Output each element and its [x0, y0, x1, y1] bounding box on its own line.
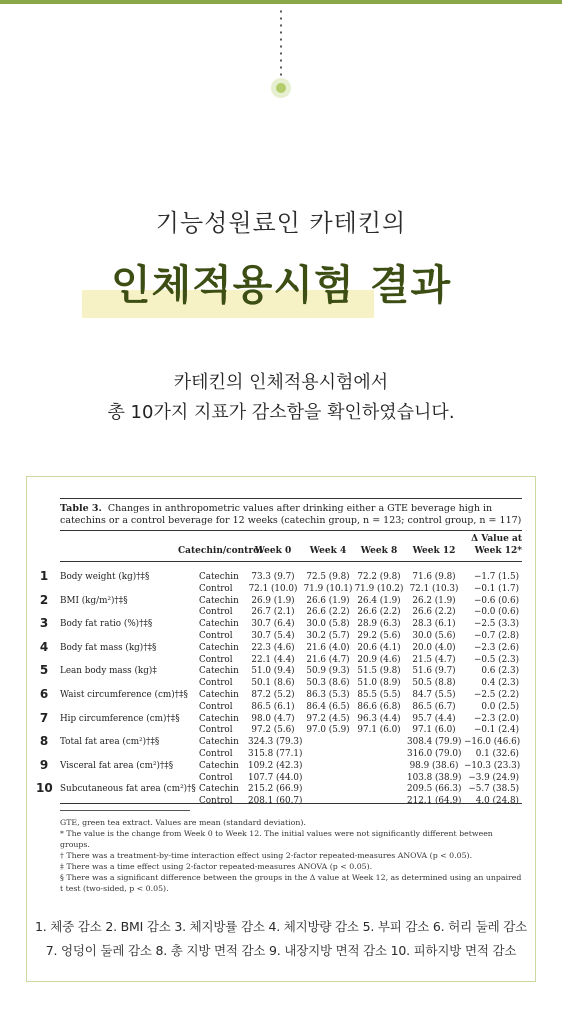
- table-cell: 51.0 (9.4): [251, 666, 295, 677]
- table-cell: Control: [199, 654, 233, 665]
- table-cell: −0.6 (0.6): [473, 595, 519, 606]
- col-header-delta-line1: Δ Value at: [471, 534, 522, 544]
- table-row: [36, 689, 526, 701]
- col-header-week8: Week 8: [360, 546, 398, 556]
- table-cell: Control: [199, 631, 233, 641]
- table-caption-text: Changes in anthropometric values after drinking either a GTE beverage high in catechins or a control beverage for 12 weeks (catechin group, n = 123; control group, n = 117): [60, 503, 522, 526]
- table-row: [36, 701, 526, 713]
- table-cell: 85.5 (5.5): [357, 690, 401, 700]
- table-cell: 72.1 (10.0): [248, 583, 298, 594]
- table-cell: 215.2 (66.9): [248, 784, 303, 795]
- top-accent-bar: [0, 0, 562, 4]
- table-cell: 86.3 (5.3): [306, 690, 350, 700]
- row-number: 4: [39, 639, 49, 654]
- table-cell: 28.9 (6.3): [357, 619, 401, 630]
- table-cell: 315.8 (77.1): [248, 749, 303, 759]
- section-subtitle: 기능성원료인 카테킨의: [155, 209, 407, 237]
- table-cell: 86.6 (6.8): [357, 701, 401, 712]
- table-cell: 86.5 (6.1): [251, 701, 295, 712]
- table-cell: −0.0 (0.6): [473, 607, 519, 618]
- dotted-connector: [280, 8, 282, 78]
- table-cell: Control: [199, 749, 233, 759]
- table-cell: 21.6 (4.0): [306, 642, 350, 653]
- table-cell: Catechin: [199, 572, 239, 582]
- table-row: [36, 710, 526, 725]
- col-header-week12: Week 12: [412, 546, 456, 556]
- table-cell: 0.6 (2.3): [481, 666, 519, 677]
- table-cell: Catechin: [199, 642, 239, 653]
- table-cell: 316.0 (79.0): [407, 749, 462, 759]
- row-number: 10: [36, 781, 53, 796]
- table-cell: 30.0 (5.8): [306, 619, 350, 630]
- row-number: 1: [39, 569, 49, 583]
- footnote: * The value is the change from Week 0 to Week 12. The initial values were not significantly different between groups.: [60, 829, 493, 849]
- table-cell: 84.7 (5.5): [412, 690, 456, 700]
- measure-label: Body fat mass (kg)†‡§: [60, 642, 157, 653]
- measure-label: Body fat ratio (%)†‡§: [60, 619, 153, 630]
- table-row: [36, 654, 526, 666]
- table-cell: −10.3 (23.3): [464, 760, 521, 771]
- table-cell: 324.3 (79.3): [248, 737, 303, 748]
- table-cell: 22.3 (4.6): [251, 642, 295, 653]
- table-cell: 97.1 (6.0): [412, 725, 456, 736]
- table-cell: −2.3 (2.6): [473, 642, 519, 653]
- table-cell: 20.9 (4.6): [357, 654, 401, 665]
- table-cell: 209.5 (66.3): [407, 784, 462, 795]
- table-cell: 26.6 (1.9): [306, 595, 350, 606]
- table-cell: 26.6 (2.2): [306, 607, 350, 618]
- table-cell: 71.9 (10.2): [354, 583, 404, 594]
- table-cell: 30.7 (5.4): [251, 631, 295, 641]
- footnote-rule: [60, 810, 190, 811]
- table-cell: 4.0 (24.8): [475, 796, 519, 807]
- table-cell: −0.1 (1.7): [473, 583, 519, 594]
- summary: [30, 915, 532, 963]
- table-cell: Catechin: [199, 737, 239, 748]
- table-row: [36, 748, 526, 760]
- table-row: [36, 618, 526, 630]
- table-cell: Catechin: [199, 619, 239, 630]
- table-cell: 30.2 (5.7): [306, 631, 350, 641]
- table-cell: 26.4 (1.9): [357, 595, 401, 606]
- table-cell: −16.0 (46.6): [464, 737, 521, 748]
- table-cell: 71.9 (10.1): [303, 583, 353, 594]
- table-cell: 21.5 (4.7): [412, 654, 456, 665]
- table-row: [36, 583, 526, 595]
- table-cell: 71.6 (9.8): [412, 572, 456, 582]
- table-cell: 86.4 (6.5): [306, 701, 350, 712]
- table-row: [36, 724, 526, 736]
- table-cell: 86.5 (6.7): [412, 701, 456, 712]
- row-number: 6: [39, 687, 49, 701]
- table-cell: 97.0 (5.9): [306, 725, 350, 736]
- table-cell: 98.0 (4.7): [251, 713, 295, 724]
- table-cell: 97.1 (6.0): [357, 725, 401, 736]
- table-cell: Catechin: [199, 713, 239, 724]
- summary-line-2: 7. 엉덩이 둘레 감소 8. 총 지방 면적 감소 9. 내장지방 면적 감소 10. 피하지방 면적 감소: [45, 943, 517, 958]
- measure-label: Hip circumference (cm)†‡§: [60, 713, 180, 724]
- table-row: [36, 772, 526, 784]
- measure-label: Waist circumference (cm)†‡§: [60, 690, 188, 700]
- table-cell: 308.4 (79.9): [407, 737, 462, 748]
- table-cell: 72.5 (9.8): [306, 572, 350, 582]
- table-cell: −3.9 (24.9): [468, 772, 519, 783]
- col-header-delta-line2: Week 12*: [474, 546, 522, 556]
- col-header-delta: [462, 533, 522, 557]
- table-cell: Control: [199, 796, 233, 807]
- table-cell: Catechin: [199, 784, 239, 795]
- row-number: 9: [39, 757, 49, 772]
- measure-label: Subcutaneous fat area (cm²)†§: [60, 784, 196, 795]
- table-cell: −0.7 (2.8): [473, 631, 519, 641]
- table-cell: 98.9 (38.6): [409, 760, 459, 771]
- table-row: [36, 783, 526, 795]
- table-cell: 50.1 (8.6): [251, 678, 295, 689]
- table-cell: 73.3 (9.7): [251, 572, 295, 582]
- table-cell: 72.1 (10.3): [409, 583, 459, 594]
- table-cell: 29.2 (5.6): [357, 631, 401, 641]
- footnote: § There was a significant difference between the groups in the Δ value at Week 12, as determined using an unpaired t test (two-sided, p < 0.05).: [60, 873, 522, 893]
- measure-label: BMI (kg/m²)†‡§: [60, 595, 128, 606]
- table-cell: Catechin: [199, 760, 239, 771]
- table-cell: Catechin: [199, 690, 239, 700]
- table-cell: Control: [199, 772, 233, 783]
- footnote: ‡ There was a time effect using 2-factor repeated-measures ANOVA (p < 0.05).: [60, 862, 373, 871]
- table-cell: −2.5 (3.3): [473, 619, 519, 630]
- table-cell: 22.1 (4.4): [251, 654, 295, 665]
- table-cell: 96.3 (4.4): [357, 713, 401, 724]
- table-cell: 50.3 (8.6): [306, 678, 350, 689]
- table-cell: Control: [199, 725, 233, 736]
- row-number: 5: [39, 663, 49, 678]
- table-cell: 30.7 (6.4): [251, 619, 295, 630]
- table-bottom-rule: [60, 803, 522, 804]
- table-cell: 109.2 (42.3): [248, 760, 303, 771]
- table-cell: 212.1 (64.9): [407, 796, 462, 807]
- table-row: [36, 736, 526, 748]
- page-title: 인체적용시험 결과: [110, 261, 452, 309]
- measure-label: Total fat area (cm²)†‡§: [60, 737, 160, 748]
- table-cell: 0.4 (2.3): [481, 678, 519, 689]
- table-row: [36, 630, 526, 642]
- table-cell: 21.6 (4.7): [306, 654, 350, 665]
- table-cell: 26.2 (1.9): [412, 595, 456, 606]
- table-cell: 28.3 (6.1): [412, 619, 456, 630]
- table-row: [36, 606, 526, 618]
- table-cell: 26.9 (1.9): [251, 595, 295, 606]
- table-footnotes: [60, 817, 522, 894]
- table-cell: 107.7 (44.0): [248, 772, 303, 783]
- table-cell: −0.1 (2.4): [473, 725, 519, 736]
- table-cell: 51.5 (9.8): [357, 666, 401, 677]
- table-row: [36, 665, 526, 677]
- table-cell: 95.7 (4.4): [412, 713, 456, 724]
- table-cell: 0.1 (32.6): [475, 749, 519, 759]
- summary-line-1: 1. 체중 감소 2. BMI 감소 3. 체지방률 감소 4. 체지방량 감소 5. 부피 감소 6. 허리 둘레 감소: [34, 919, 528, 934]
- table-row: [36, 592, 526, 607]
- circle-marker-dot: [276, 83, 286, 93]
- table-row: [36, 795, 526, 807]
- row-number: 8: [39, 734, 49, 749]
- description: [0, 368, 562, 428]
- table-row: [36, 571, 526, 583]
- table-cell: Catechin: [199, 595, 239, 606]
- table-cell: 50.5 (8.8): [412, 678, 456, 689]
- table-cell: Catechin: [199, 666, 239, 677]
- row-number: 3: [39, 616, 49, 631]
- table-label: Table 3.: [60, 503, 102, 514]
- table-header-rule: [60, 561, 522, 562]
- col-header-week0: Week 0: [254, 546, 292, 556]
- footnote: † There was a treatment-by-time interaction effect using 2-factor repeated-measures ANOVA (p < 0.05).: [60, 851, 473, 860]
- measure-label: Visceral fat area (cm²)†‡§: [60, 760, 174, 771]
- row-number: 2: [39, 592, 49, 607]
- table-cell: 72.2 (9.8): [357, 572, 401, 582]
- table-row: [36, 639, 526, 654]
- table-cell: 50.9 (9.3): [306, 666, 350, 677]
- table-cell: 30.0 (5.6): [412, 631, 456, 641]
- description-line-1: 카테킨의 인체적용시험에서: [173, 372, 389, 393]
- table-cell: 51.6 (9.7): [412, 666, 456, 677]
- table-cell: Control: [199, 607, 233, 618]
- table-cell: −2.3 (2.0): [473, 713, 519, 724]
- table-cell: 97.2 (5.6): [251, 725, 295, 736]
- table-caption: [60, 503, 522, 527]
- table-cell: 20.0 (4.0): [412, 642, 456, 653]
- table-top-rule: [60, 498, 522, 499]
- table-cell: 103.8 (38.9): [407, 772, 462, 783]
- table-cell: 87.2 (5.2): [251, 690, 295, 700]
- measure-label: Lean body mass (kg)‡: [60, 666, 157, 677]
- table-cell: −0.5 (2.3): [473, 654, 519, 665]
- table-cell: 51.0 (8.9): [357, 678, 401, 689]
- table-cell: 26.6 (2.2): [412, 607, 456, 618]
- col-header-week4: Week 4: [309, 546, 347, 556]
- table-cell: −5.7 (38.5): [468, 784, 519, 795]
- table-row: [36, 757, 526, 772]
- table-cell: Control: [199, 678, 233, 689]
- footnote: GTE, green tea extract. Values are mean (standard deviation).: [60, 818, 306, 827]
- row-number: 7: [39, 710, 49, 725]
- table-cell: −2.5 (2.2): [473, 690, 519, 700]
- table-cell: Control: [199, 701, 233, 712]
- title-wrap: [0, 252, 562, 311]
- table-cell: −1.7 (1.5): [473, 572, 519, 582]
- table-caption-rule: [60, 530, 522, 531]
- description-line-2: 총 10가지 지표가 감소함을 확인하였습니다.: [107, 402, 455, 423]
- table-cell: 26.7 (2.1): [251, 607, 295, 618]
- table-cell: 26.6 (2.2): [357, 607, 401, 618]
- table-cell: 97.2 (4.5): [306, 713, 350, 724]
- table-row: [36, 677, 526, 689]
- col-header-group: Catechin/control: [178, 546, 263, 556]
- table-cell: 0.0 (2.5): [481, 701, 519, 712]
- table-cell: 20.6 (4.1): [357, 642, 401, 653]
- measure-label: Body weight (kg)†‡§: [60, 572, 150, 582]
- table-cell: 208.1 (60.7): [248, 796, 303, 807]
- table-cell: Control: [199, 583, 233, 594]
